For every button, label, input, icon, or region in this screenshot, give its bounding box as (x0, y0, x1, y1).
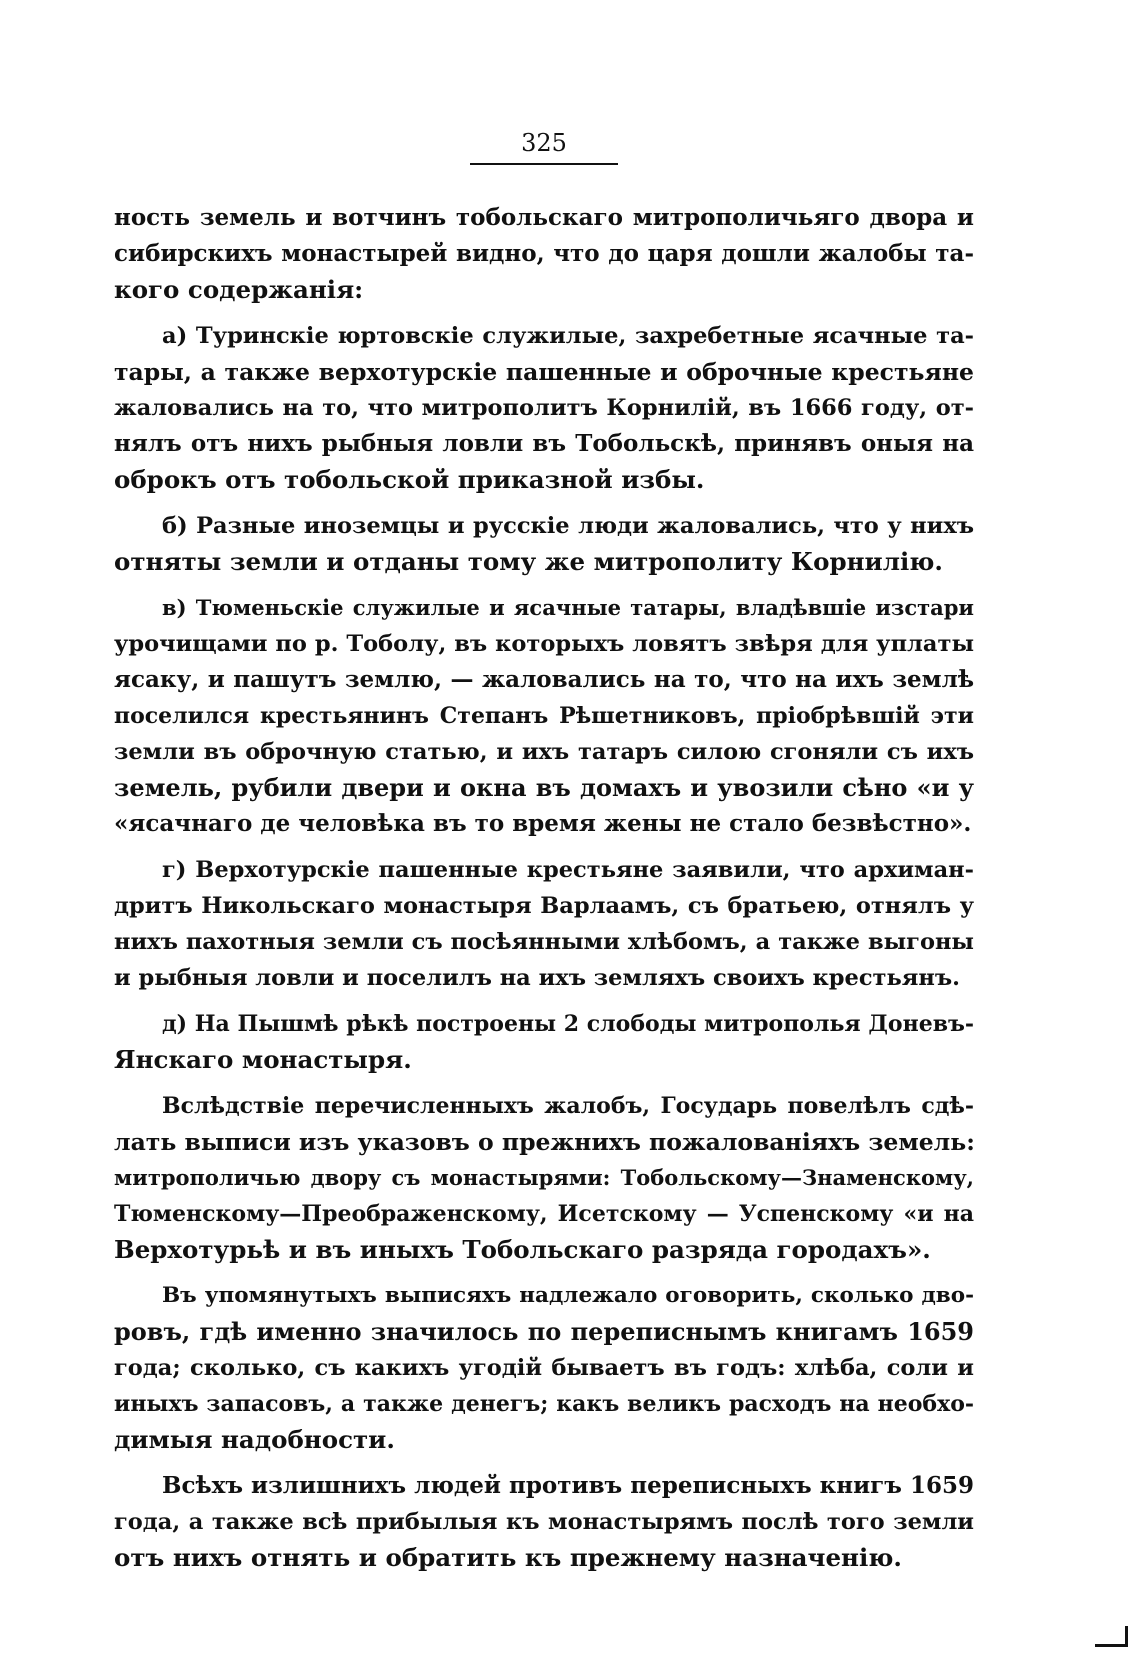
page-number: 325 (521, 129, 567, 157)
text-line: в) Тюменьскіе служилые и ясачные татары, владѣвшіе изстари (162, 595, 974, 620)
text-line: Тюменскому—Преображенскому, Исетскому — Успенскому «и на (114, 1201, 974, 1227)
text-line: митрополичью двору съ монастырями: Тобольскому—Знаменскому, (114, 1165, 974, 1190)
text-line: лать выписи изъ указовъ о прежнихъ пожалованіяхъ земель: (114, 1128, 975, 1156)
paragraph (114, 1006, 974, 1078)
paragraph (114, 1468, 974, 1576)
text-line: поселился крестьянинъ Степанъ Рѣшетниковъ, пріобрѣвшій эти (114, 703, 974, 729)
text-line: земли въ оброчную статью, и ихъ татаръ силою сгоняли съ ихъ (114, 739, 974, 765)
text-line: димыя надобности. (114, 1425, 395, 1454)
text-line: Янскаго монастыря. (114, 1045, 412, 1074)
text-line: б) Разные иноземцы и русскіе люди жаловались, что у нихъ (162, 513, 974, 539)
paragraph (114, 200, 974, 308)
text-body (114, 200, 974, 1576)
text-line: земель, рубили двери и окна въ домахъ и увозили сѣно «и у (114, 773, 974, 802)
text-line: года, а также всѣ прибылыя къ монастырямъ послѣ того земли (114, 1509, 974, 1535)
text-line: Вслѣдствіе перечисленныхъ жалобъ, Государь повелѣлъ сдѣ- (162, 1093, 974, 1119)
text-line: Верхотурьѣ и въ иныхъ Тобольскаго разряда городахъ». (114, 1235, 931, 1264)
text-line: д) На Пышмѣ рѣкѣ построены 2 слободы митрополья Доневъ- (162, 1011, 974, 1037)
text-line: отняты земли и отданы тому же митрополиту Корнилію. (114, 547, 943, 576)
text-line: ясаку, и пашутъ землю, — жаловались на то, что на ихъ землѣ (114, 666, 974, 693)
text-line: ность земель и вотчинъ тобольскаго митрополичьяго двора и (114, 204, 974, 231)
page-number-rule (470, 163, 618, 165)
text-line: кого содержанія: (114, 275, 364, 304)
scan-corner-mark (1095, 1626, 1128, 1647)
text-line: «ясачнаго де человѣка въ то время жены не стало безвѣстно». (114, 810, 972, 837)
paragraph (114, 1278, 974, 1458)
paragraph (114, 508, 974, 580)
text-line: и рыбныя ловли и поселилъ на ихъ земляхъ своихъ крестьянъ. (114, 965, 960, 991)
text-line: урочищами по р. Тоболу, въ которыхъ ловятъ звѣря для уплаты (114, 631, 974, 657)
text-line: ровъ, гдѣ именно значилось по переписнымъ книгамъ 1659 (114, 1317, 974, 1346)
text-line: дритъ Никольскаго монастыря Варлаамъ, съ братьею, отнялъ у (114, 893, 974, 919)
text-line: г) Верхотурскіе пашенные крестьяне заявили, что архиман- (162, 857, 974, 883)
text-line: нялъ отъ нихъ рыбныя ловли въ Тобольскѣ, принявъ оныя на (114, 430, 974, 457)
paragraph (114, 590, 974, 842)
paragraph (114, 852, 974, 996)
paragraph (114, 318, 974, 498)
paragraph (114, 1088, 974, 1268)
text-line: тары, а также верхотурскіе пашенные и оброчные крестьяне (114, 358, 974, 386)
text-line: Въ упомянутыхъ выписяхъ надлежало оговорить, сколько дво- (162, 1283, 974, 1308)
text-line: Всѣхъ излишнихъ людей противъ переписныхъ книгъ 1659 (162, 1472, 974, 1499)
text-line: иныхъ запасовъ, а также денегъ; какъ великъ расходъ на необхо- (114, 1391, 974, 1417)
text-line: отъ нихъ отнять и обратить къ прежнему назначенію. (114, 1543, 902, 1572)
text-line: жаловались на то, что митрополитъ Корнилій, въ 1666 году, от- (114, 395, 974, 421)
text-line: года; сколько, съ какихъ угодій бываетъ въ годъ: хлѣба, соли и (114, 1355, 974, 1381)
text-line: сибирскихъ монастырей видно, что до царя дошли жалобы та- (114, 240, 974, 267)
text-line: нихъ пахотныя земли съ посѣянными хлѣбомъ, а также выгоны (114, 929, 974, 955)
text-line: а) Туринскіе юртовскіе служилые, захребетные ясачные та- (162, 323, 974, 349)
text-line: оброкъ отъ тобольской приказной избы. (114, 465, 705, 494)
